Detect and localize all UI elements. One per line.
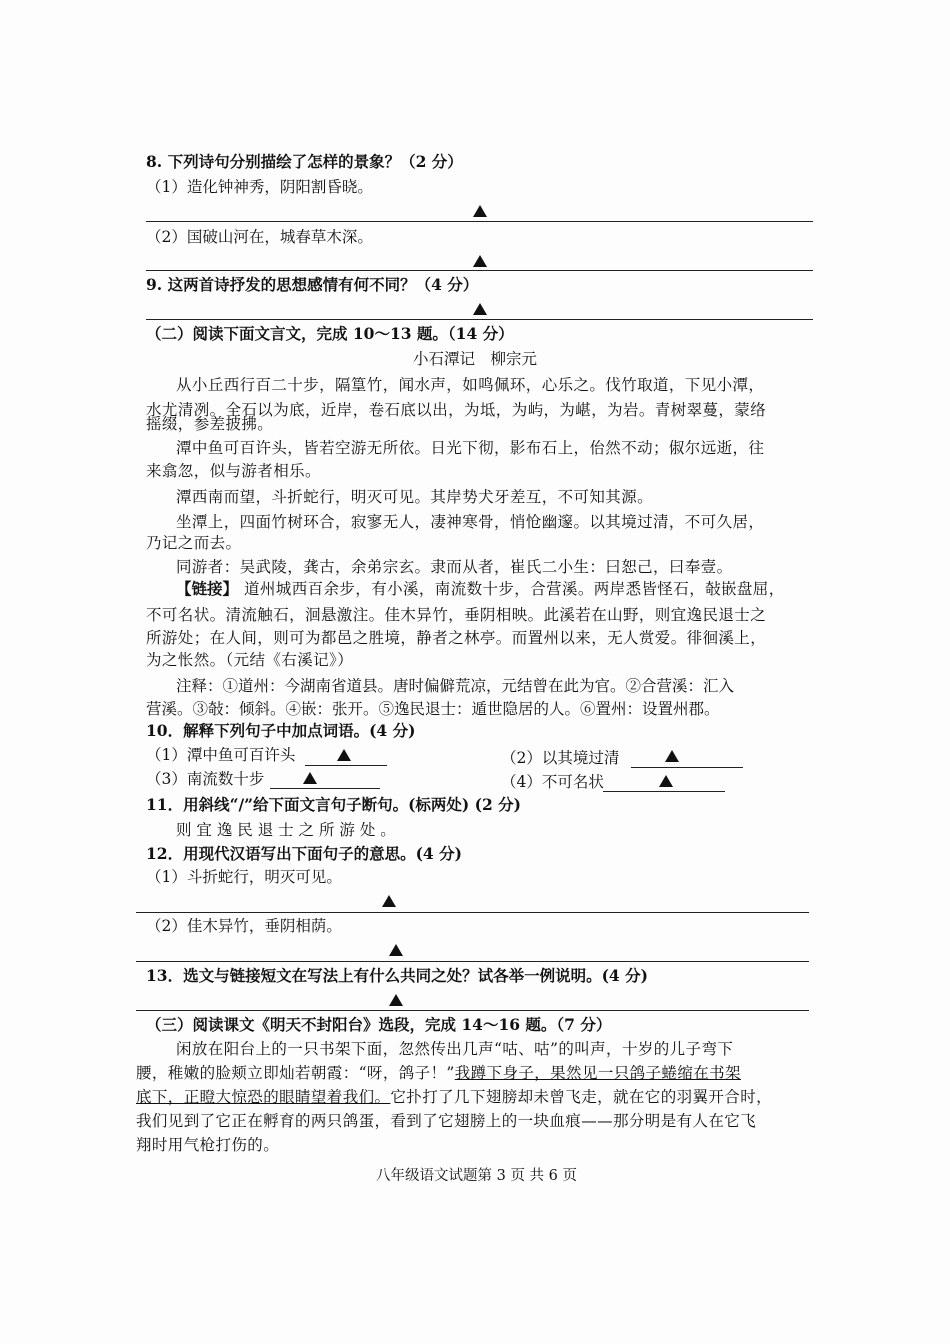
answer-line[interactable]	[146, 221, 813, 222]
passage-text: 腰，稚嫩的脸颊立即灿若朝霞：“呀，鸽子！”	[136, 1064, 455, 1082]
q11-sentence: 则 宜 逸 民 退 士 之 所 游 处 。	[176, 821, 396, 839]
answer-mark-icon	[337, 749, 351, 761]
passage-heading: 小石潭记 柳宗元	[413, 350, 538, 368]
passage-line: 乃记之而去。	[146, 534, 242, 552]
answer-blank[interactable]	[270, 788, 380, 789]
q10-item-2: （2）以其境过清	[501, 749, 620, 767]
answer-mark-icon	[389, 944, 403, 956]
link-line: 所游处；在人间，则可为都邑之胜境，静者之林亭。而置州以来，无人赏爱。徘徊溪上，	[146, 629, 767, 647]
q9-title: 9. 这两首诗抒发的思想感情有何不同？（4 分）	[146, 275, 479, 294]
section2-intro: （二）阅读下面文言文，完成 10～13 题。（14 分）	[146, 324, 514, 343]
passage-line: 潭西南而望，斗折蛇行，明灭可见。其岸势犬牙差互，不可知其源。	[176, 488, 654, 506]
answer-mark-icon	[389, 994, 403, 1006]
answer-mark-icon	[659, 775, 673, 787]
passage-line	[136, 1087, 772, 1107]
answer-line[interactable]	[146, 270, 813, 271]
answer-mark-icon	[382, 895, 396, 907]
q10-title: 10．解释下列句子中加点词语。(4 分)	[146, 721, 416, 740]
link-label: 【链接】	[176, 579, 239, 598]
section3-intro: （三）阅读课文《明天不封阳台》选段，完成 14～16 题。（7 分）	[146, 1015, 612, 1034]
q12-sentence-1: （1）斗折蛇行，明灭可见。	[146, 868, 342, 886]
passage-line: 同游者：吴武陵，龚古，余弟宗玄。隶而从者，崔氏二小生：曰恕己，曰奉壹。	[176, 558, 733, 576]
answer-blank[interactable]	[603, 791, 725, 792]
answer-mark-icon	[473, 303, 487, 315]
q8-sentence-2: （2）国破山河在，城春草木深。	[146, 228, 373, 246]
passage-line: 坐潭上，四面竹树环合，寂寥无人，凄神寒骨，悄怆幽邃。以其境过清，不可久居，	[176, 513, 765, 531]
link-line: 不可名状。清流触石，洄悬激注。佳木异竹，垂阴相映。此溪若在山野，则宜逸民退士之	[146, 606, 767, 624]
q8-title: 8. 下列诗句分别描绘了怎样的景象？（2 分）	[146, 152, 463, 171]
answer-mark-icon	[473, 205, 487, 217]
passage-line: 潭中鱼可百许头，皆若空游无所依。日光下彻，影布石上，佁然不动；俶尔远逝，往	[176, 439, 765, 457]
passage-line: 来翕忽，似与游者相乐。	[146, 462, 321, 480]
answer-blank[interactable]	[631, 767, 743, 768]
answer-mark-icon	[303, 772, 317, 784]
passage-line: 水尤清冽。全石以为底，近岸，卷石底以出，为坻，为屿，为嵁，为岩。青树翠蔓，蒙络	[146, 401, 767, 419]
passage-line: 闲放在阳台上的一只书架下面，忽然传出几声“咕、咕”的叫声，十岁的儿子弯下	[176, 1040, 734, 1058]
q13-title: 13．选文与链接短文在写法上有什么共同之处？试各举一例说明。(4 分)	[146, 966, 648, 985]
q10-item-4: （4）不可名状	[501, 773, 604, 791]
q12-title: 12．用现代汉语写出下面句子的意思。(4 分)	[146, 844, 462, 863]
passage-line: 我们见到了它正在孵育的两只鸽蛋，看到了它翅膀上的一块血痕——那分明是有人在它飞	[136, 1112, 757, 1130]
underlined-sentence: 底下，正瞪大惊恐的眼睛望着我们。	[136, 1088, 391, 1106]
q11-title: 11．用斜线“/”给下面文言句子断句。(标两处) (2 分)	[146, 795, 521, 814]
answer-line[interactable]	[146, 319, 813, 320]
underlined-sentence: 我蹲下身子，果然见一只鸽子蜷缩在书架	[454, 1064, 741, 1082]
passage-line	[136, 1063, 741, 1083]
passage-text: 它扑打了几下翅膀却未曾飞走，就在它的羽翼开合时，	[390, 1088, 773, 1106]
passage-line: 翔时用气枪打伤的。	[136, 1136, 280, 1154]
q12-sentence-2: （2）佳木异竹，垂阴相荫。	[146, 917, 342, 935]
q10-item-1: （1）潭中鱼可百许头	[146, 746, 296, 764]
page-footer: 八年级语文试题第 3 页 共 6 页	[376, 1168, 577, 1184]
passage-line: 摇缀，参差披拂。	[146, 415, 274, 433]
answer-blank[interactable]	[305, 765, 387, 766]
notes-line: 营溪。③敧：倾斜。④嵌：张开。⑤逸民退士：遁世隐居的人。⑥置州：设置州郡。	[146, 700, 720, 718]
answer-line[interactable]	[136, 961, 809, 962]
answer-mark-icon	[473, 255, 487, 267]
q10-item-3: （3）南流数十步	[146, 770, 265, 788]
notes-line: 注释：①道州：今湖南省道县。唐时偏僻荒凉，元结曾在此为官。②合营溪：汇入	[176, 677, 735, 695]
q8-sentence-1: （1）造化钟神秀，阴阳割昏晓。	[146, 178, 373, 196]
answer-mark-icon	[665, 750, 679, 762]
answer-line[interactable]	[136, 1010, 809, 1011]
link-line: 为之怅然。（元结《右溪记》）	[146, 651, 354, 669]
answer-line[interactable]	[136, 912, 809, 913]
passage-line: 从小丘西行百二十步，隔篁竹，闻水声，如鸣佩环，心乐之。伐竹取道，下见小潭，	[176, 376, 765, 394]
link-line: 道州城西百余步，有小溪，南流数十步，合营溪。两岸悉皆怪石，敧嵌盘屈，	[244, 580, 785, 598]
